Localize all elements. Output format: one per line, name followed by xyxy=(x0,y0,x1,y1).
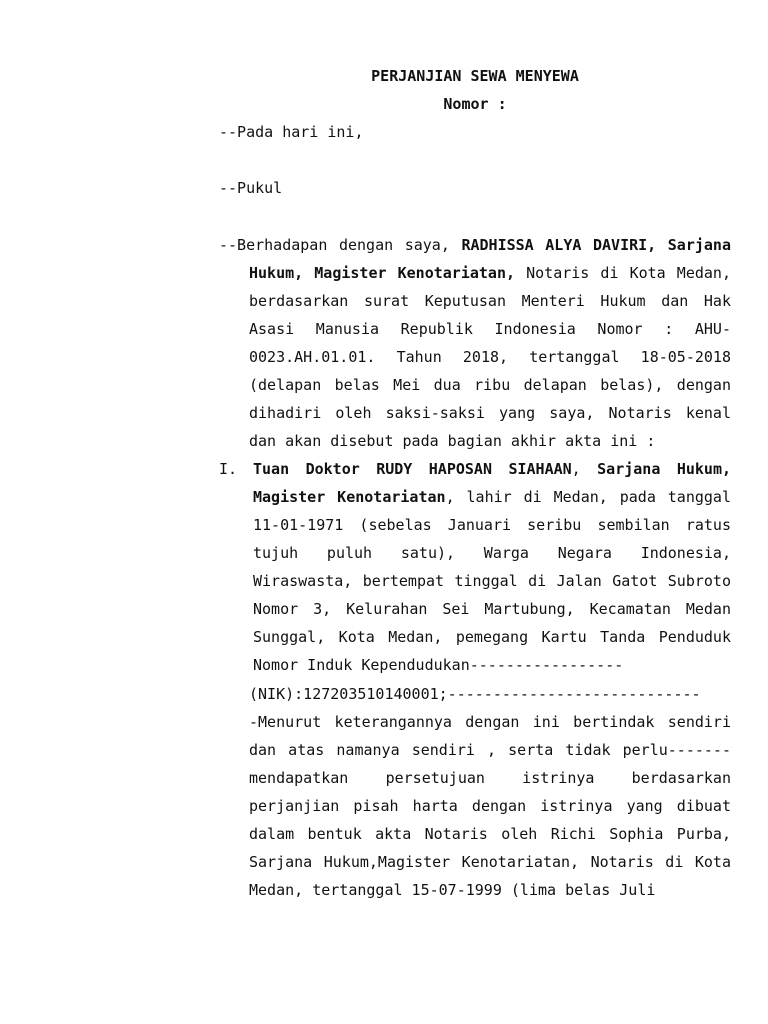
party-one-text: , lahir di Medan, pada tanggal 11-01-1971 (sebelas Januari seribu sembilan ratus tujuh puluh satu), Warga Negara Indonesia, Wiraswasta, bertempat tinggal di Jalan Gatot Subroto Nomor 3, Kelurahan Sei Martubung, Kecamatan Medan Sunggal, Kota Medan, pemegang Kartu Tanda Penduduk Nomor Induk Kependudukan----------------- xyxy=(253,488,731,674)
party-one-sep: , xyxy=(571,460,598,478)
appearance-prefix: --Berhadapan dengan saya, xyxy=(219,236,462,254)
appearance-text: Notaris di Kota Medan, berdasarkan surat Keputusan Menteri Hukum dan Hak Asasi Manusia Republik Indonesia Nomor : AHU-0023.AH.01.01. Tahun 2018, tertanggal 18-05-2018 (delapan belas Mei dua ribu delapan belas), dengan dihadiri oleh saksi-saksi yang saya, Notaris kenal dan akan disebut pada bagian akhir akta ini : xyxy=(249,264,731,450)
appearance-paragraph xyxy=(219,231,731,455)
document-title: PERJANJIAN SEWA MENYEWA xyxy=(371,67,579,85)
party-one-statement: -Menurut keterangannya dengan ini bertindak sendiri dan atas namanya sendiri , serta tidak perlu------- mendapatkan persetujuan istrinya berdasarkan perjanjian pisah harta dengan istrinya yang dibuat dalam bentuk akta Notaris oleh Richi Sophia Purba, Sarjana Hukum,Magister Kenotariatan, Notaris di Kota Medan, tertanggal 15-07-1999 (lima belas Juli xyxy=(249,713,731,899)
party-one-nik: (NIK):127203510140001;---------------------------- xyxy=(249,685,701,703)
party-one-name: Tuan Doktor RUDY HAPOSAN SIAHAAN xyxy=(253,460,572,478)
document-number-label: Nomor : xyxy=(443,95,507,113)
time-line: --Pukul xyxy=(219,179,283,197)
party-one-numeral: I. xyxy=(219,460,238,478)
notary-name: RADHISSA ALYA DAVIRI, Sarjana Hukum, Magister Kenotariatan, xyxy=(249,236,731,282)
day-line: --Pada hari ini, xyxy=(219,123,364,141)
party-one-degrees: Sarjana Hukum, Magister Kenotariatan xyxy=(253,460,732,506)
party-one-paragraph xyxy=(253,455,731,679)
